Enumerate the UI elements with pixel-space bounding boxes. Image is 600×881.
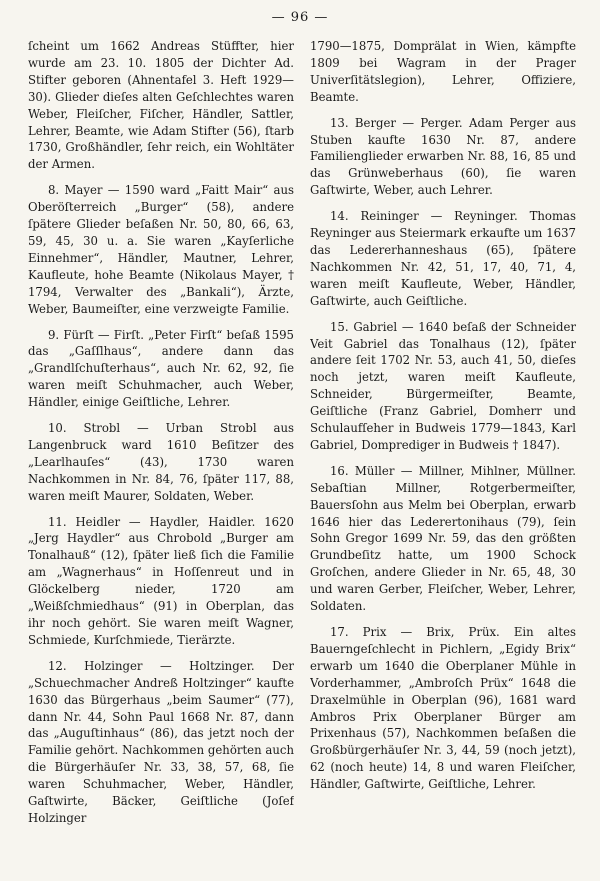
paragraph-mueller: 16. Müller — Millner, Mihlner, Müllner. Sebaſtian Millner, Rotgerbermeiſter, Bauersſohn aus Melm bei Oberplan, erwarb 1646 hier das Lederertonihaus (79), ſein Sohn Gregor 1699 Nr. 59, das den größten Grundbeſitz hatte, um 1900 Schock Groſchen, andere Glieder in Nr. 65, 48, 30 und waren Gerber, Fleiſcher, Weber, Lehrer, Soldaten. [310, 463, 576, 614]
paragraph-gabriel: 15. Gabriel — 1640 beſaß der Schneider Veit Gabriel das Tonalhaus (12), ſpäter andere ſeit 1702 Nr. 53, auch 41, 50, dieſes noch jetzt, waren meiſt Kaufleute, Schneider, Bürgermeiſter, Beamte, Geiſtliche (Franz Gabriel, Domherr und Schulaufſeher in Budweis 1779—1843, Karl Gabriel, Domprediger in Budweis † 1847). [310, 319, 576, 452]
right-column [310, 38, 576, 868]
paragraph-mayer: 8. Mayer — 1590 ward „Faitt Mair“ aus Oberöſterreich „Burger“ (58), andere ſpätere Glieder beſaßen Nr. 50, 80, 66, 63, 59, 45, 30 u. a. Sie waren „Kayſerliche Einnehmer“, Händler, Mautner, Lehrer, Kaufleute, hohe Beamte (Nikolaus Mayer, † 1794, Verwalter des „Bankali“), Ärzte, Weber, Baumeiſter, eine verzweigte Familie. [28, 183, 294, 316]
paragraph-heidler: 11. Heidler — Haydler, Haidler. 1620 „Jerg Haydler“ aus Chrobold „Burger am Tonalhauß“ (12), ſpäter ließ ſich die Familie am „Wagnerhaus“ in Hoſſenreut und in Glöckelberg nieder, 1720 am „Weißſchmiedhaus“ (91) in Oberplan, das ihr noch gehört. Sie waren meiſt Wagner, Schmiede, Kurſchmiede, Tierärzte. [28, 514, 294, 647]
paragraph-reininger: 14. Reininger — Reyninger. Thomas Reyninger aus Steiermark erkaufte um 1637 das Ledererhanneshaus (65), ſpätere Nachkommen Nr. 42, 51, 17, 40, 71, 4, waren meiſt Kaufleute, Weber, Händler, Gaſtwirte, auch Geiſtliche. [310, 209, 576, 308]
page-number: — 96 — [271, 10, 329, 25]
paragraph-berger: 13. Berger — Perger. Adam Perger aus Stuben kaufte 1630 Nr. 87, andere Familienglieder erwarben Nr. 88, 16, 85 und das Grünweberhaus (60), ſie waren Gaſtwirte, Weber, auch Lehrer. [310, 115, 576, 198]
paragraph-fuerst: 9. Fürſt — Firſt. „Peter Firſt“ beſaß 1595 das „Gaſſlhaus“, andere dann das „Grandlſchuſterhaus“, auch Nr. 62, 92, ſie waren meiſt Schuhmacher, auch Weber, Händler, einige Geiſtliche, Lehrer. [28, 327, 294, 410]
paragraph-prix: 17. Prix — Brix, Prüx. Ein altes Bauerngeſchlecht in Pichlern, „Egidy Brix“ erwarb um 1640 die Oberplaner Mühle in Vorderhammer, „Ambroſch Prüx“ 1648 die Draxelmühle in Oberplan (96), 1681 ward Ambros Prix Oberplaner Bürger am Prixenhaus (57), Nachkommen beſaßen die Großbürgerhäuſer Nr. 3, 44, 59 (noch jetzt), 62 (noch heute) 14, 8 und waren Fleiſcher, Händler, Gaſtwirte, Geiſtliche, Lehrer. [310, 625, 576, 792]
paragraph-strobl: 10. Strobl — Urban Strobl aus Langenbruck ward 1610 Beſitzer des „Learlhauſes“ (43), 1730 waren Nachkommen in Nr. 84, 76, ſpäter 117, 88, waren meiſt Maurer, Soldaten, Weber. [28, 421, 294, 503]
left-column [28, 38, 294, 868]
paragraph: 1790—1875, Domprälat in Wien, kämpfte 1809 bei Wagram in der Prager Univerſitätslegion), Lehrer, Offiziere, Beamte. [310, 39, 576, 104]
paragraph: ſcheint um 1662 Andreas Stüffter, hier wurde am 23. 10. 1805 der Dichter Ad. Stifter geboren (Ahnentafel 3. Heft 1929—30). Glieder dieſes alten Geſchlechtes waren Weber, Fleiſcher, Fiſcher, Händler, Sattler, Lehrer, Beamte, wie Adam Stifter (56), ſtarb 1730, Großhändler, ſehr reich, ein Wohltäter der Armen. [28, 39, 294, 172]
text-columns [28, 38, 576, 868]
paragraph-holzinger: 12. Holzinger — Holtzinger. Der „Schuechmacher Andreß Holtzinger“ kaufte 1630 das Bürgerhaus „beim Saumer“ (77), dann Nr. 44, Sohn Paul 1668 Nr. 87, dann das „Auguſtinhaus“ (86), das jetzt noch der Familie gehört. Nachkommen gehörten auch die Bürgerhäuſer Nr. 33, 38, 57, 68, ſie waren Schuhmacher, Weber, Händler, Gaſtwirte, Bäcker, Geiſtliche (Joſef Holzinger [28, 658, 294, 825]
